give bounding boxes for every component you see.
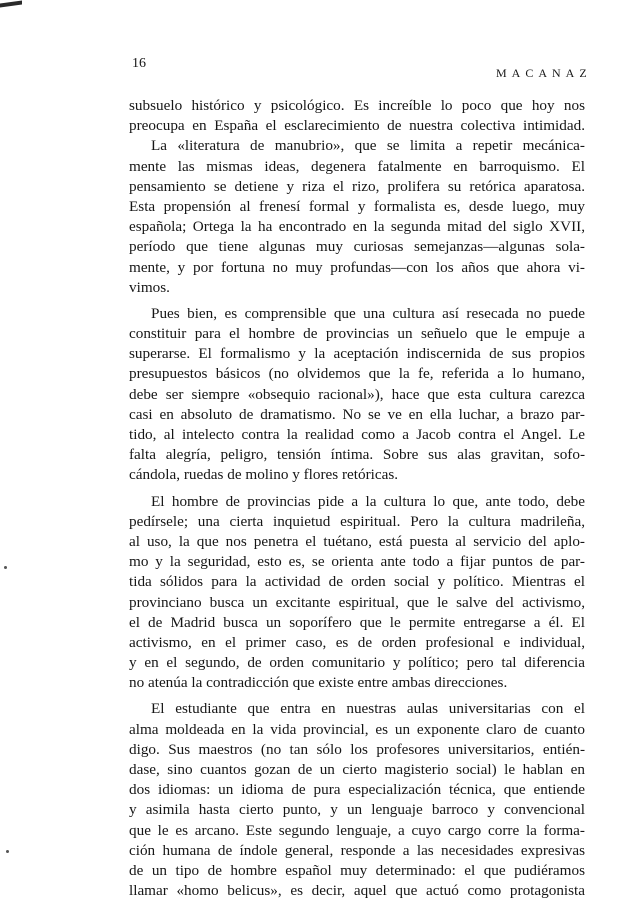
text-line: vimos. bbox=[129, 278, 170, 296]
text-line: pedírsele; una cierta inquietud espiritual. Pero la cultura madrileña, bbox=[129, 512, 585, 530]
text-line: superarse. El formalismo y la aceptación indiscernida de sus propios bbox=[129, 345, 585, 363]
page-number: 16 bbox=[132, 56, 146, 71]
text-line: mente las mismas ideas, degenera fatalmente en barroquismo. El bbox=[129, 157, 585, 175]
text-line: casi en absoluto de dramatismo. No se ve en ella luchar, a brazo par- bbox=[129, 405, 585, 423]
scan-speck bbox=[6, 850, 9, 853]
text-line: Esta propensión al frenesí formal y formalista es, desde luego, muy bbox=[129, 197, 585, 215]
text-line: debe ser siempre «obsequio racional»), hace que esta cultura carezca bbox=[129, 385, 585, 403]
text-line: presupuestos básicos (no olvidemos que la fe, referida a lo humano, bbox=[129, 365, 585, 383]
text-line: mo y la seguridad, esto es, se orienta ante todo a fijar puntos de par- bbox=[129, 553, 585, 571]
body-text bbox=[129, 96, 585, 907]
text-line: el de Madrid busca un soporífero que le permite entregarse a él. El bbox=[129, 613, 585, 631]
text-line: período que tiene algunas muy curiosas semejanzas—algunas sola- bbox=[129, 238, 585, 256]
text-line: llamar «homo belicus», es decir, aquel que actuó como protagonista bbox=[129, 882, 585, 900]
text-line: El estudiante que entra en nuestras aulas universitarias con el bbox=[151, 700, 585, 718]
text-line: provinciano busca un excitante espiritual, que le salve del activismo, bbox=[129, 593, 585, 611]
text-line: al uso, la que nos penetra el tuétano, está puesta al servicio del aplo- bbox=[129, 532, 585, 550]
text-line: El hombre de provincias pide a la cultura lo que, ante todo, debe bbox=[151, 492, 585, 510]
text-line: dase, sino cuantos gozan de un cierto magisterio social) le hablan en bbox=[129, 761, 585, 778]
scan-speck bbox=[4, 566, 7, 569]
text-line: falta alegría, peligro, tensión íntima. Sobre sus alas gravitan, sofo- bbox=[129, 446, 585, 464]
text-line: activismo, en el primer caso, es de orden profesional e individual, bbox=[129, 633, 585, 651]
text-line: y en el segundo, de orden comunitario y político; pero tal diferencia bbox=[129, 654, 585, 672]
text-line: no atenúa la contradicción que existe entre ambas direcciones. bbox=[129, 674, 508, 692]
text-line: dos idiomas: un idioma de pura especialización técnica, que entiende bbox=[129, 781, 585, 799]
text-line: ción humana de índole general, responde a las necesidades expresivas bbox=[129, 841, 585, 859]
text-line: La «literatura de manubrio», que se limita a repetir mecánica- bbox=[151, 137, 585, 155]
text-line: española; Ortega la ha encontrado en la segunda mitad del siglo XVII, bbox=[129, 218, 585, 236]
text-line: tida sólidos para la actividad de orden social y político. Mientras el bbox=[129, 573, 585, 591]
paragraph bbox=[129, 699, 585, 901]
text-line: pensamiento se detiene y riza el rizo, prolifera su retórica aparatosa. bbox=[129, 177, 585, 195]
running-title: MACANAZ bbox=[496, 66, 592, 80]
text-line: alma moldeada en la vida provincial, es un exponente claro de cuanto bbox=[129, 720, 585, 738]
text-line: de un tipo de hombre español muy determinado: el que pudiéramos bbox=[129, 861, 585, 879]
text-line: tido, al intelecto contra la realidad como a Jacob contra el Angel. Le bbox=[129, 426, 585, 443]
text-line: preocupa en España el esclarecimiento de nuestra colectiva intimidad. bbox=[129, 117, 585, 135]
text-line: subsuelo histórico y psicológico. Es increíble lo poco que hoy nos bbox=[129, 97, 585, 114]
paragraph bbox=[129, 304, 585, 486]
text-line: y asimila hasta cierto punto, y un lenguaje barroco y convencional bbox=[129, 801, 585, 819]
paragraph bbox=[129, 492, 585, 694]
text-line: constituir para el hombre de provincias un señuelo que le empuje a bbox=[129, 325, 585, 343]
text-line: que le es arcano. Este segundo lenguaje, a cuyo cargo corre la forma- bbox=[129, 821, 585, 839]
text-line: digo. Sus maestros (no tan sólo los profesores universitarios, entién- bbox=[129, 740, 585, 758]
scan-mark bbox=[0, 0, 22, 7]
text-line: Pues bien, es comprensible que una cultura así resecada no puede bbox=[151, 304, 585, 322]
text-line: cándola, ruedas de molino y flores retóricas. bbox=[129, 466, 399, 484]
text-line: mente, y por fortuna no muy profundas—con los años que ahora vi- bbox=[129, 258, 585, 276]
paragraph bbox=[129, 96, 585, 298]
